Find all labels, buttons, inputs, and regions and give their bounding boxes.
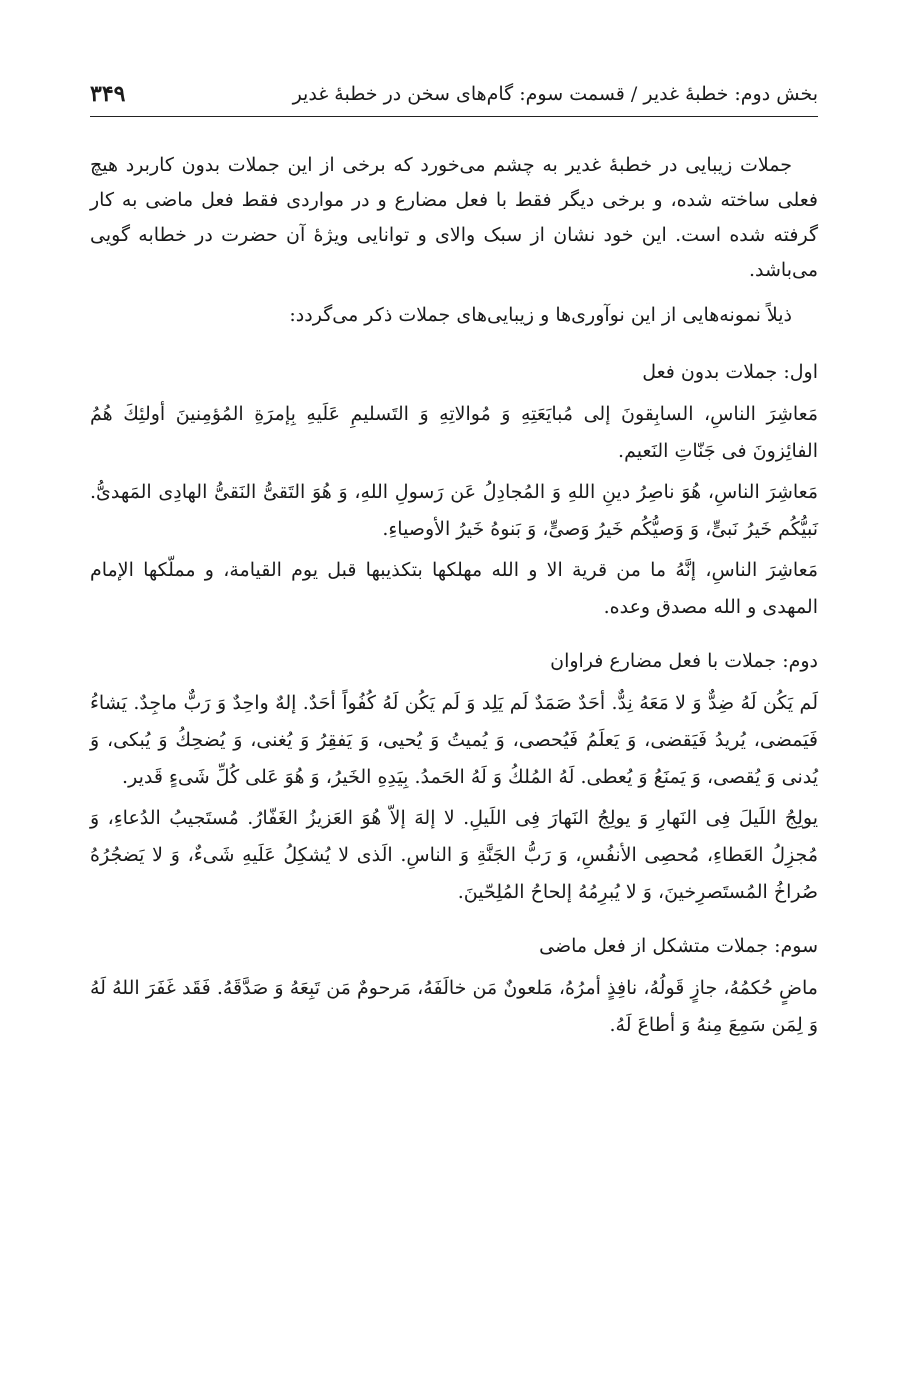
header-divider xyxy=(90,116,818,117)
arabic-quote: ماضٍ حُكمُهُ، جازٍ قَولُهُ، نافِذٍ أمرُهُ، مَلعونٌ مَن خالَفَهُ، مَرحومٌ مَن تَبِعَهُ وَ صَدَّقَهُ. فَقَد غَفَرَ اللهُ لَهُ وَ لِمَن سَمِعَ مِنهُ وَ أطاعَ لَهُ. xyxy=(90,977,818,1036)
section-heading: دوم: جملات با فعل مضارع فراوان xyxy=(550,650,818,672)
intro-lead: ذیلاً نمونه‌هایی از این نوآوری‌ها و زیبایی‌های جملات ذکر می‌گردد: xyxy=(289,304,792,326)
section-present-tense xyxy=(90,644,818,911)
running-title: بخش دوم: خطبهٔ غدیر / قسمت سوم: گام‌های سخن در خطبهٔ غدیر xyxy=(292,82,818,105)
section-past-tense xyxy=(90,929,818,1044)
page-number: ۳۴۹ xyxy=(90,81,126,107)
arabic-quote: مَعاشِرَ الناسِ، هُوَ ناصِرُ دينِ اللهِ وَ المُجادِلُ عَن رَسولِ اللهِ، وَ هُوَ التَقىُّ النَقىُّ الهادِى المَهدىُّ. نَبيُّكُم خَيرُ نَبىٍّ، وَ وَصيُّكُم خَيرُ وَصىٍّ، وَ بَنوهُ خَيرُ الأوصياءِ. xyxy=(90,481,818,540)
arabic-quote: مَعاشِرَ الناسِ، السابِقونَ إلى مُبايَعَتِهِ وَ مُوالاتِهِ وَ التَسليمِ عَلَيهِ بِإمرَةِ المُؤمِنينَ أولئِكَ هُمُ الفائِزونَ فى جَنّاتِ النَعيم. xyxy=(90,403,818,462)
book-page xyxy=(90,0,818,1390)
arabic-quote: لَم يَكُن لَهُ ضِدٌّ وَ لا مَعَهُ نِدٌّ. أحَدٌ صَمَدٌ لَم يَلِد وَ لَم يَكُن لَهُ كُفُواً أحَدٌ. إلهٌ واحِدٌ وَ رَبٌّ ماجِدٌ. يَشاءُ فَيَمضى، يُريدُ فَيَقضى، وَ يَعلَمُ فَيُحصى، وَ يُميتُ وَ يُحيى، وَ يَفقِرُ وَ يُغنى، وَ يُضحِكُ وَ يُبكى، وَ يُدنى وَ يُقصى، وَ يَمنَعُ وَ يُعطى. لَهُ المُلكُ وَ لَهُ الحَمدُ. بِيَدِهِ الخَيرُ، وَ هُوَ عَلى كُلِّ شَىءٍ قَدير. xyxy=(90,692,818,788)
arabic-quote: مَعاشِرَ الناسِ، إنَّهُ ما من قرية الا و الله مهلكها بتكذيبها قبل يوم القيامة، و مملّكها الإمام المهدى و الله مصدق وعده. xyxy=(90,559,818,618)
section-heading: اول: جملات بدون فعل xyxy=(642,361,818,383)
section-verbless xyxy=(90,355,818,626)
intro-paragraph: جملات زیبایی در خطبهٔ غدیر به چشم می‌خورد که برخی از این جملات بدون کاربرد هیچ فعلی ساخته شده، و برخی دیگر فقط با فعل مضارع و در مواردی فقط فعل ماضی به کار گرفته شده است. این خود نشان از سبک والای و توانایی ویژهٔ آن حضرت در خطابه گویی می‌باشد. xyxy=(90,154,818,281)
arabic-quote: يولِجُ اللَيلَ فِى النَهارِ وَ يولِجُ النَهارَ فِى اللَيلِ. لا إلهَ إلاّ هُوَ العَزيزُ الغَفّارُ. مُستَجيبُ الدُعاءِ، وَ مُجزِلُ العَطاءِ، مُحصِى الأنفُسِ، وَ رَبُّ الجَنَّةِ وَ الناسِ. الَذى لا يُشكِلُ عَلَيهِ شَىءٌ، وَ لا يَضجُرُهُ صُراخُ المُستَصرِخينَ، وَ لا يُبرِمُهُ إلحاحُ المُلِحّينَ. xyxy=(90,807,818,903)
page-body xyxy=(90,148,818,1062)
running-head xyxy=(90,76,818,112)
section-heading: سوم: جملات متشکل از فعل ماضی xyxy=(539,935,818,957)
